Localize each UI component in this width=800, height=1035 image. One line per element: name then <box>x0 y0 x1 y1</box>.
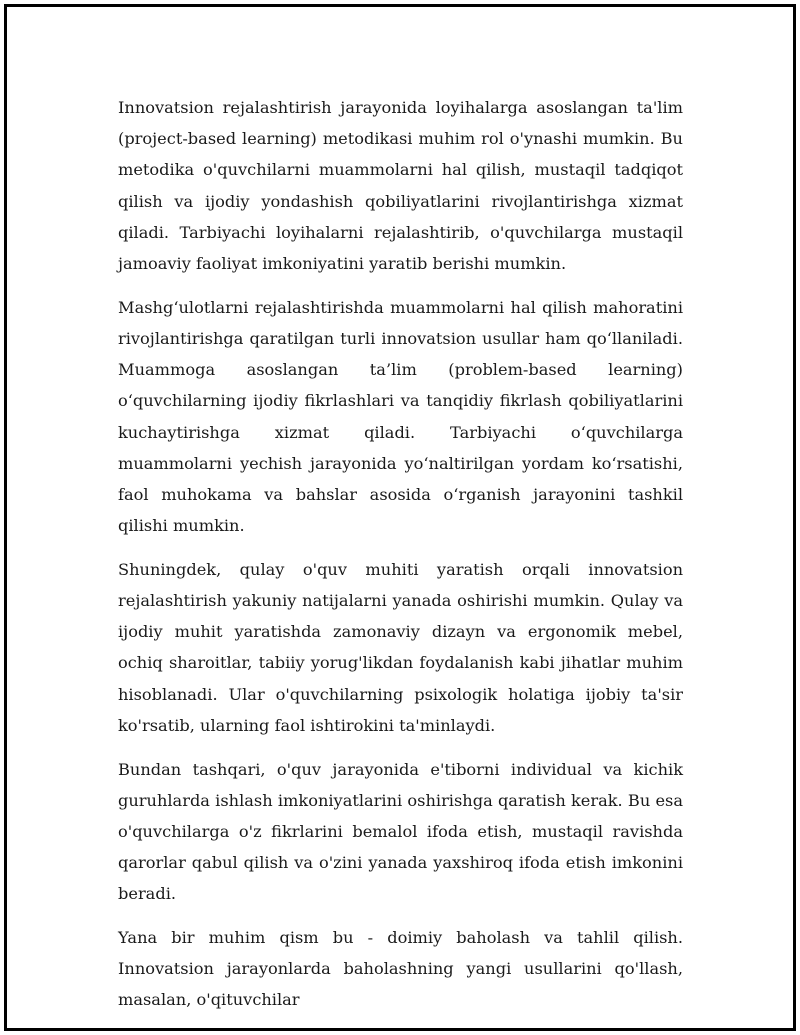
paragraph-4: Bundan tashqari, o'quv jarayonida e'tiborni individual va kichik guruhlarda ishlash imkoniyatlarini oshirishga qaratish kerak. Bu esa o'quvchilarga o'z fikrlarini bemalol ifoda etish, mustaqil ravishda qarorlar qabul qilish va o'zini yanada yaxshiroq ifoda etish imkonini beradi. <box>118 759 683 904</box>
paragraph-3: Shuningdek, qulay o'quv muhiti yaratish orqali innovatsion rejalashtirish yakuniy natijalarni yanada oshirishi mumkin. Qulay va ijodiy muhit yaratishda zamonaviy dizayn va ergonomik mebel, ochiq sharoitlar, tabiiy yorug'likdan foydalanish kabi jihatlar muhim hisoblanadi. Ular o'quvchilarning psixologik holatiga ijobiy ta'sir ko'rsatib, ularning faol ishtirokini ta'minlaydi. <box>118 559 683 735</box>
paragraph-5: Yana bir muhim qism bu - doimiy baholash va tahlil qilish. Innovatsion jarayonlarda baholashning yangi usullarini qo'llash, masalan, o'qituvchilar <box>118 928 683 1010</box>
paragraph-2: Mashg‘ulotlarni rejalashtirishda muammolarni hal qilish mahoratini rivojlantirishga qaratilgan turli innovatsion usullar ham qo‘llaniladi. Muammoga asoslangan ta’lim (problem-based learning) o‘quvchilarning ijodiy fikrlashlari va tanqidiy fikrlash qobiliyatlarini kuchaytirishga xizmat qiladi. Tarbiyachi o‘quvchilarga muammolarni yechish jarayonida yo‘naltirilgan yordam ko‘rsatishi, faol muhokama va bahslar asosida o‘rganish jarayonini tashkil qilishi mumkin. <box>118 297 683 536</box>
document-body <box>118 92 683 1028</box>
paragraph-1: Innovatsion rejalashtirish jarayonida loyihalarga asoslangan ta'lim (project-based learning) metodikasi muhim rol o'ynashi mumkin. Bu metodika o'quvchilarni muammolarni hal qilish, mustaqil tadqiqot qilish va ijodiy yondashish qobiliyatlarini rivojlantirishga xizmat qiladi. Tarbiyachi loyihalarni rejalashtirib, o'quvchilarga mustaqil jamoaviy faoliyat imkoniyatini yaratib berishi mumkin. <box>118 98 683 274</box>
